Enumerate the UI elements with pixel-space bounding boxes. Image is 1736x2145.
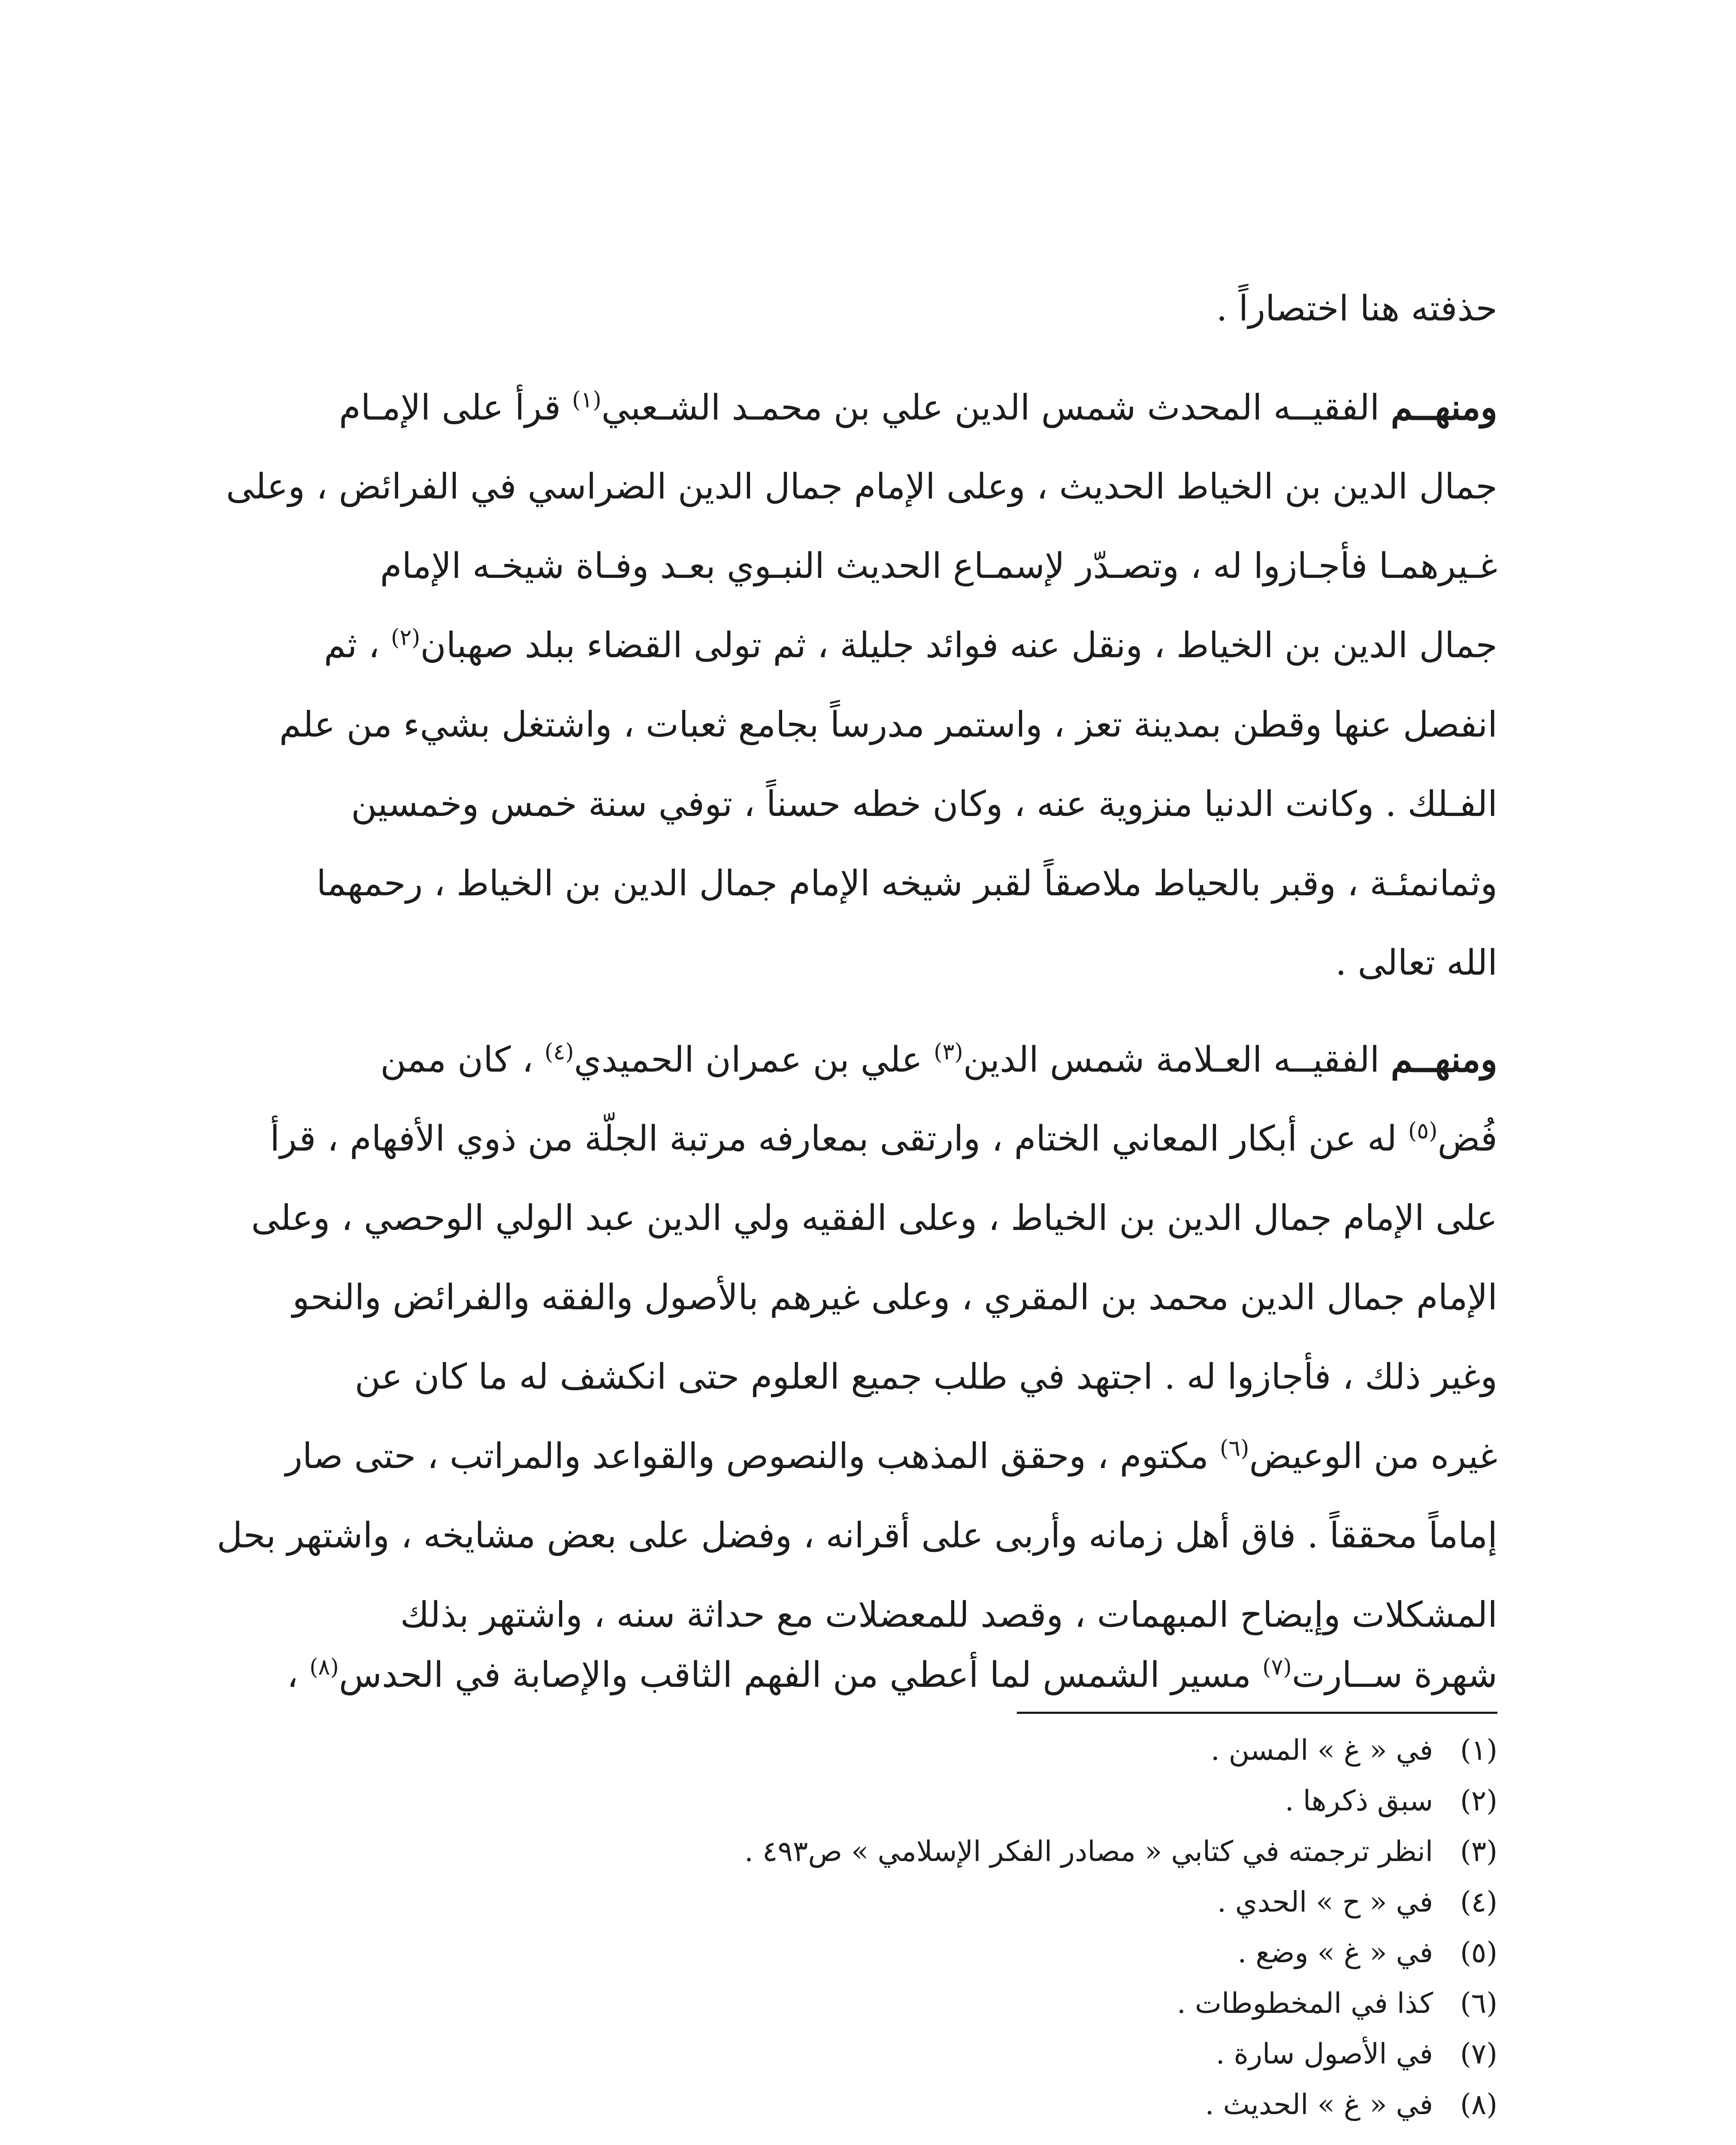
footnote-text: في « ح » الحدي . [1217,1885,1433,1918]
text-line-content: حذفته هنا اختصاراً . [1216,288,1497,329]
text-line [227,1585,1497,1645]
text-line [217,1506,1497,1566]
text-line [227,279,1497,339]
text-line-content: الإمام جمال الدين محمد بن المقري ، وعلى غيرهم بالأصول والفقه والفرائض والنحو [292,1277,1497,1318]
footnote-number: (٢) [1460,1784,1497,1817]
footnote-item [1237,1931,1497,1974]
text-line-content: ، كان ممن [380,1039,533,1080]
footnote-text: انظر ترجمته في كتابي « مصادر الفكر الإسلامي » ص٤٩٣ . [744,1835,1433,1868]
text-line [227,1268,1497,1328]
text-line-content: فُض [1437,1118,1497,1159]
footnote-item [1177,1982,1497,2025]
text-line-content: جمال الدين بن الخياط ، ونقل عنه فوائد جليلة ، ثم تولى القضاء ببلد صهبان [420,625,1497,666]
footnote-item [1285,1779,1497,1822]
text-line [227,1426,1497,1486]
text-line [227,854,1497,914]
text-line-content: على الإمام جمال الدين بن الخياط ، وعلى الفقيه ولي الدين عبد الولي الوحصي ، وعلى [251,1198,1497,1239]
text-line-content: ، ثم [324,625,380,666]
footnote-number: (٥) [1460,1936,1497,1969]
footnote-ref: (٦) [1219,1435,1249,1462]
text-line [227,616,1497,676]
footnote-item [744,1830,1497,1873]
footnote-number: (٦) [1460,1987,1497,2020]
footnote-number: (٣) [1460,1835,1497,1868]
footnote-item [1216,2033,1497,2076]
footnote-ref: (٥) [1408,1118,1438,1144]
text-line-content: مسير الشمس لما أعطي من الفهم الثاقب والإصابة في الحدس [339,1655,1252,1695]
footnote-item [1217,1881,1497,1924]
text-line [227,695,1497,755]
footnote-ref: (٨) [309,1654,339,1680]
text-line-content: غيره من الوعيض [1249,1436,1497,1477]
text-line [227,1109,1497,1169]
paragraph-lead-word: ومنهــم [1391,1039,1497,1080]
paragraph-lead-word: ومنهــم [1391,387,1497,428]
text-line [227,378,1497,438]
footnote-ref: (٤) [544,1039,574,1065]
footnote-item [1211,1729,1497,1772]
text-line [227,1347,1497,1407]
text-line-content: جمال الدين بن الخياط الحديث ، وعلى الإمام جمال الدين الضراسي في الفرائض ، وعلى [226,466,1497,507]
text-line [227,1030,1497,1090]
footnote-divider [1017,1712,1497,1714]
footnote-ref: (١) [572,387,602,413]
text-line-content: شهرة ســارت [1291,1655,1497,1695]
footnote-text: في « غ » وضع . [1237,1936,1433,1969]
footnote-ref: (٢) [390,625,420,651]
text-line [227,536,1497,596]
footnote-number: (٧) [1460,2037,1497,2070]
footnote-ref: (٣) [934,1039,963,1065]
footnote-text: في « غ » الحديث . [1205,2088,1433,2121]
text-line-content: إماماً محققاً . فاق أهل زمانه وأربى على أقرانه ، وفضل على بعض مشايخه ، واشتهر بحل [217,1515,1497,1556]
text-line-content: وثمانمئـة ، وقبر بالحياط ملاصقاً لقبر شيخه الإمام جمال الدين بن الخياط ، رحمهما [316,863,1497,904]
text-line-content: مكتوم ، وحقق المذهب والنصوص والقواعد والمراتب ، حتى صار [285,1436,1209,1477]
text-line-content: له عن أبكار المعاني الختام ، وارتقى بمعارفه مرتبة الجلّة من ذوي الأفهام ، قرأ [270,1118,1397,1159]
text-line-content: الله تعالى . [1335,943,1497,983]
text-line [227,1645,1497,1705]
text-line-content: الفـلك . وكانت الدنيا منزوية عنه ، وكان خطه حسناً ، توفي سنة خمس وخمسين [351,784,1497,825]
text-line [227,933,1497,993]
footnote-text: سبق ذكرها . [1285,1784,1433,1817]
text-line-content: قرأ على الإمـام [339,387,561,428]
text-line-content: غـيرهمـا فأجـازوا له ، وتصـدّر لإسمـاع الحديث النبـوي بعـد وفـاة شيخـه الإمام [380,546,1497,586]
footnote-ref: (٧) [1262,1654,1292,1680]
footnote-text: في « غ » المسن . [1210,1734,1433,1767]
text-line-content: ، [287,1655,299,1695]
text-line-content: الفقيــه المحدث شمس الدين علي بن محمـد الشـعبي [601,387,1380,428]
text-line [227,1188,1497,1248]
text-line-content: انفصل عنها وقطن بمدينة تعز ، واستمر مدرساً بجامع ثعبات ، واشتغل بشيء من علم [279,704,1497,745]
text-line-content: المشكلات وإيضاح المبهمات ، وقصد للمعضلات مع حداثة سنه ، واشتهر بذلك [400,1595,1497,1635]
text-line-content: وغير ذلك ، فأجازوا له . اجتهد في طلب جميع العلوم حتى انكشف له ما كان عن [354,1356,1497,1397]
footnote-number: (١) [1460,1734,1497,1767]
footnote-number: (٨) [1460,2088,1497,2121]
text-line [227,457,1497,517]
text-line-content: الفقيــه العـلامة شمس الدين [963,1039,1380,1080]
footnote-text: كذا في المخطوطات . [1176,1987,1433,2020]
text-line [227,774,1497,834]
footnote-number: (٤) [1460,1885,1497,1918]
footnote-text: في الأصول سارة . [1216,2037,1433,2070]
footnote-item [1205,2083,1497,2126]
text-line-content: علي بن عمران الحميدي [574,1039,923,1080]
